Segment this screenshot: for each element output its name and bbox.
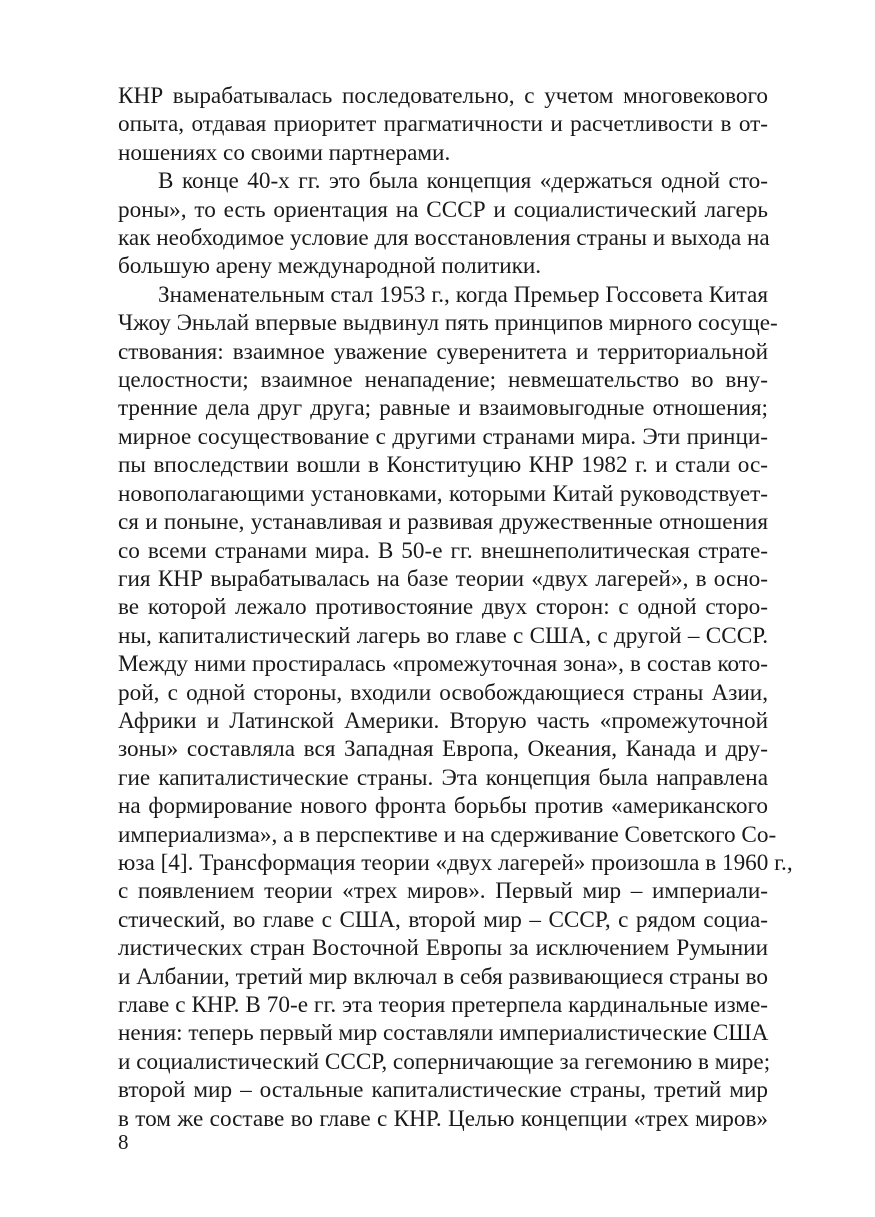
- text-line: со всеми странами мира. В 50-е гг. внешнеполитическая страте-: [118, 537, 768, 564]
- text-line: ны, капиталистический лагерь во главе с США, с другой – СССР.: [118, 622, 768, 649]
- paragraph: [118, 167, 768, 281]
- text-line: мирное сосуществование с другими странами мира. Эти принци-: [118, 423, 768, 450]
- text-line: как необходимое условие для восстановления страны и выхода на: [118, 225, 770, 252]
- text-line: роны», то есть ориентация на СССР и социалистический лагерь: [118, 196, 768, 223]
- text-line: целостности; взаимное ненападение; невмешательство во вну-: [118, 367, 768, 394]
- text-line: листических стран Восточной Европы за исключением Румынии: [118, 935, 768, 962]
- text-line: ношениях со своими партнерами.: [118, 139, 451, 166]
- text-line: тренние дела друг друга; равные и взаимовыгодные отношения;: [118, 395, 768, 422]
- text-line: стический, во главе с США, второй мир – СССР, с рядом социа-: [118, 906, 768, 933]
- text-line: ся и поныне, устанавливая и развивая дружественные отношения: [118, 509, 768, 536]
- text-line: империализма», а в перспективе и на сдерживание Советского Со-: [118, 821, 777, 848]
- text-line: главе с КНР. В 70-е гг. эта теория претерпела кардинальные изме-: [118, 992, 768, 1018]
- page-number: 8: [118, 1130, 129, 1154]
- text-line: нения: теперь первый мир составляли империалистические США: [118, 1020, 769, 1047]
- text-line: и Албании, третий мир включал в себя развивающиеся страны во: [118, 963, 768, 990]
- text-line: КНР вырабатывалась последовательно, с учетом многовекового: [118, 83, 768, 109]
- text-line: гие капиталистические страны. Эта концепция была направлена: [118, 764, 768, 791]
- text-line: с появлением теории «трех миров». Первый мир – империали-: [118, 878, 768, 905]
- text-line: рой, с одной стороны, входили освобождающиеся страны Азии,: [118, 679, 768, 706]
- text-line: зоны» составляла вся Западная Европа, Океания, Канада и дру-: [118, 736, 768, 763]
- text-line: ствования: взаимное уважение суверенитета и территориальной: [118, 338, 768, 365]
- text-line: новополагающими установками, которыми Китай руководствует-: [118, 480, 768, 507]
- text-line: Чжоу Эньлай впервые выдвинул пять принципов мирного сосуще-: [118, 310, 778, 337]
- text-line: гия КНР вырабатывалась на базе теории «двух лагерей», в осно-: [118, 565, 768, 592]
- text-line: Между ними простиралась «промежуточная зона», в состав кото-: [118, 651, 768, 678]
- text-line: пы впоследствии вошли в Конституцию КНР 1982 г. и стали ос-: [118, 452, 768, 479]
- text-line: и социалистический СССР, соперничающие за гегемонию в мире;: [118, 1048, 771, 1075]
- paragraph: [118, 281, 793, 1133]
- text-line: юза [4]. Трансформация теории «двух лагерей» произошла в 1960 г.,: [118, 849, 793, 876]
- text-line: на формирование нового фронта борьбы против «американского: [118, 793, 768, 820]
- text-line: второй мир – остальные капиталистические страны, третий мир: [118, 1077, 768, 1104]
- paragraph: [118, 82, 768, 167]
- text-line: ве которой лежало противостояние двух сторон: с одной сторо-: [118, 594, 768, 621]
- text-line: Африки и Латинской Америки. Вторую часть «промежуточной: [118, 707, 768, 734]
- text-line: опыта, отдавая приоритет прагматичности и расчетливости в от-: [118, 111, 768, 138]
- text-line: большую арену международной политики.: [118, 253, 542, 280]
- text-line: В конце 40-х гг. это была концепция «держаться одной сто-: [158, 168, 768, 195]
- text-line: в том же составе во главе с КНР. Целью концепции «трех миров»: [118, 1105, 768, 1132]
- page-body: [118, 82, 793, 1133]
- text-line: Знаменательным стал 1953 г., когда Премьер Госсовета Китая: [158, 281, 768, 308]
